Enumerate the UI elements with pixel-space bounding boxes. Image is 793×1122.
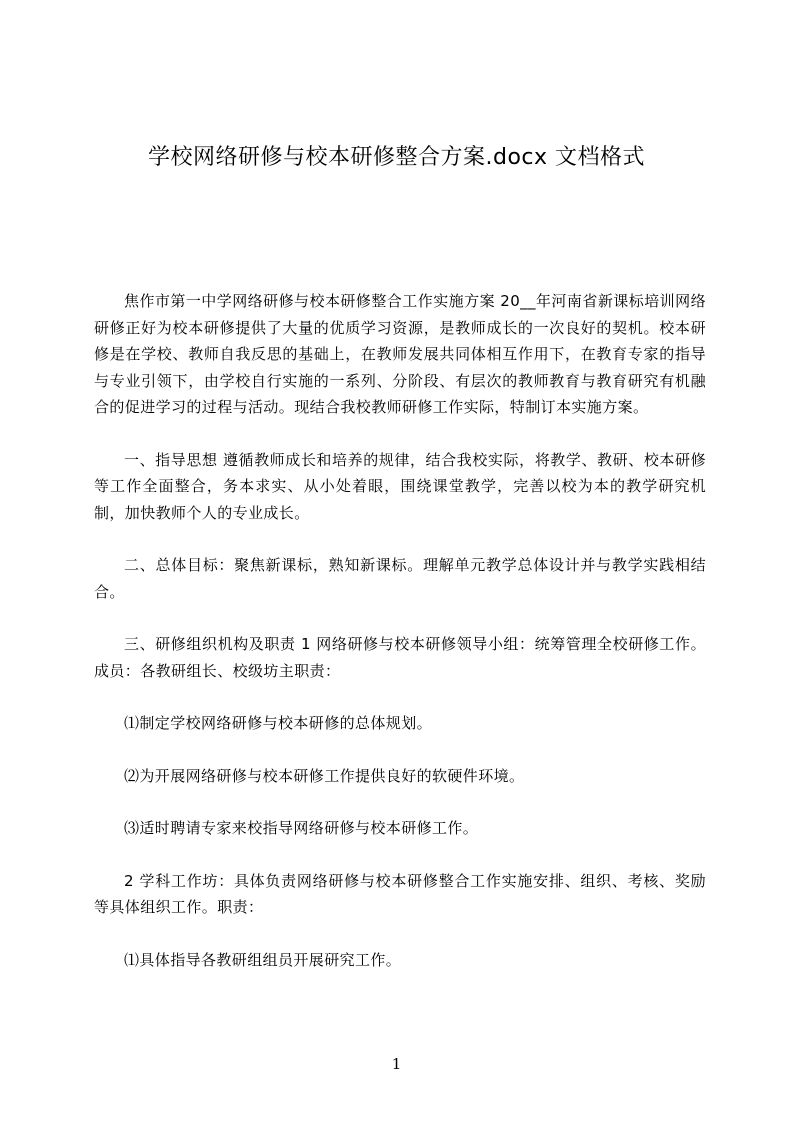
paragraph-intro: 焦作市第一中学网络研修与校本研修整合工作实施方案 20__年河南省新课标培训网络研修正好为校本研修提供了大量的优质学习资源，是教师成长的一次良好的契机。校本研修是在学校、教师自我反思的基础上，在教师发展共同体相互作用下，在教育专家的指导与专业引领下，由学校自行实施的一系列、分阶段、有层次的教师教育与教育研究有机融合的促进学习的过程与活动。现结合我校教师研修工作实际，特制订本实施方案。	[94, 292, 706, 416]
paragraph-overall-goal: 二、总体目标：聚焦新课标，熟知新课标。理解单元教学总体设计并与教学实践相结合。	[94, 556, 706, 601]
paragraph-workshop: 2 学科工作坊：具体负责网络研修与校本研修整合工作实施安排、组织、考核、奖励等具体组织工作。职责：	[94, 871, 706, 916]
page-number: 1	[391, 1055, 402, 1073]
paragraph-workshop-duty-1: ⑴具体指导各教研组组员开展研究工作。	[124, 950, 402, 969]
document-title: 学校网络研修与校本研修整合方案.docx 文档格式	[147, 145, 646, 170]
paragraph-duty-2: ⑵为开展网络研修与校本研修工作提供良好的软硬件环境。	[124, 766, 525, 785]
paragraph-guiding-ideology: 一、指导思想 遵循教师成长和培养的规律，结合我校实际，将教学、教研、校本研修等工作全面整合，务本求实、从小处着眼，围绕课堂教学，完善以校为本的教学研究机制，加快教师个人的专业成长。	[94, 450, 706, 522]
document-body	[94, 288, 706, 999]
paragraph-duty-1: ⑴制定学校网络研修与校本研修的总体规划。	[124, 714, 433, 732]
paragraph-organization: 三、研修组织机构及职责 1 网络研修与校本研修领导小组：统筹管理全校研修工作。成员：各教研组长、校级坊主职责：	[94, 635, 706, 680]
paragraph-duty-3: ⑶适时聘请专家来校指导网络研修与校本研修工作。	[124, 819, 479, 837]
